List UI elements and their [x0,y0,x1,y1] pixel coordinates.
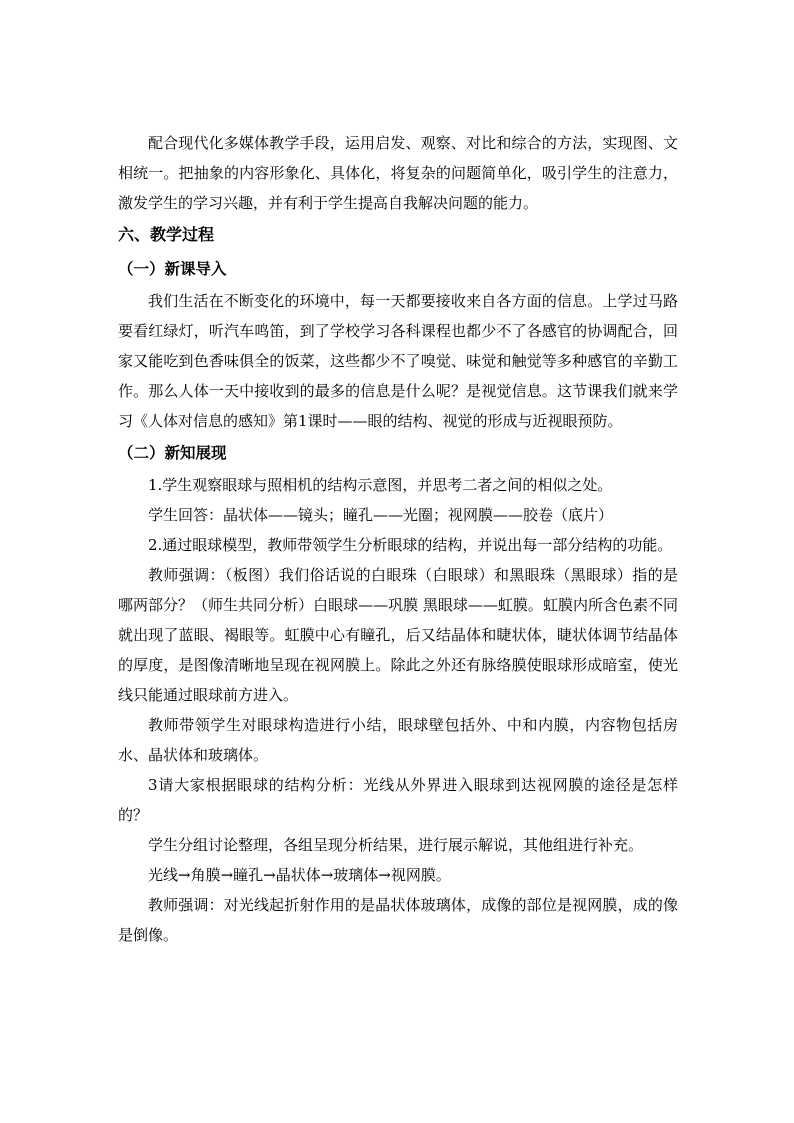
paragraph-light-path: 光线→角膜→瞳孔→晶状体→玻璃体→视网膜。 [148,866,451,884]
paragraph-teacher-emphasis-2: 教师强调：对光线起折射作用的是晶状体玻璃体，成像的部位是视网膜，成的像是倒像。 [118,896,678,944]
paragraph-step-3: 3请大家根据眼球的结构分析：光线从外界进入眼球到达视网膜的途径是怎样的？ [118,776,678,824]
paragraph-step-1: 1.学生观察眼球与照相机的结构示意图，并思考二者之间的相似之处。 [148,476,613,494]
subheading-new-knowledge: （二）新知展现 [118,444,227,462]
document-body [118,128,678,950]
paragraph-group-discussion: 学生分组讨论整理，各组呈现分析结果，进行展示解说，其他组进行补充。 [148,836,644,854]
paragraph-methods: 配合现代化多媒体教学手段，运用启发、观察、对比和综合的方法，实现图、文相统一。把抽象的内容形象化、具体化，将复杂的问题简单化，吸引学生的注意力，激发学生的学习兴趣，并有利于学生提高自我解决问题的能力。 [118,134,678,212]
paragraph-intro: 我们生活在不断变化的环境中，每一天都要接收来自各方面的信息。上学过马路要看红绿灯，听汽车鸣笛，到了学校学习各科课程也都少不了各感官的协调配合，回家又能吃到色香味俱全的饭菜，这些都少不了嗅觉、味觉和触觉等多种感官的辛勤工作。那么人体一天中接收到的最多的信息是什么呢？是视觉信息。这节课我们就来学习《人体对信息的感知》第1课时——眼的结构、视觉的形成与近视眼预防。 [118,292,678,430]
paragraph-student-answer: 学生回答：晶状体——镜头；瞳孔——光圈；视网膜——胶卷（底片） [148,506,614,524]
paragraph-summary: 教师带领学生对眼球构造进行小结，眼球壁包括外、中和内膜，内容物包括房水、晶状体和玻璃体。 [118,716,678,764]
section-heading-teaching-process: 六、教学过程 [118,225,215,244]
paragraph-step-2: 2.通过眼球模型，教师带领学生分析眼球的结构，并说出每一部分结构的功能。 [148,536,673,554]
paragraph-teacher-emphasis-1: 教师强调：（板图）我们俗话说的白眼珠（白眼球）和黑眼珠（黑眼球）指的是哪两部分？（师生共同分析）白眼球——巩膜 黑眼球——虹膜。虹膜内所含色素不同就出现了蓝眼、褐眼等。虹膜中心有瞳孔，后又结晶体和睫状体，睫状体调节结晶体的厚度，是图像清晰地呈现在视网膜上。除此之外还有脉络膜使眼球形成暗室，使光线只能通过眼球前方进入。 [118,566,678,704]
subheading-new-lesson-intro: （一）新课导入 [118,260,227,278]
